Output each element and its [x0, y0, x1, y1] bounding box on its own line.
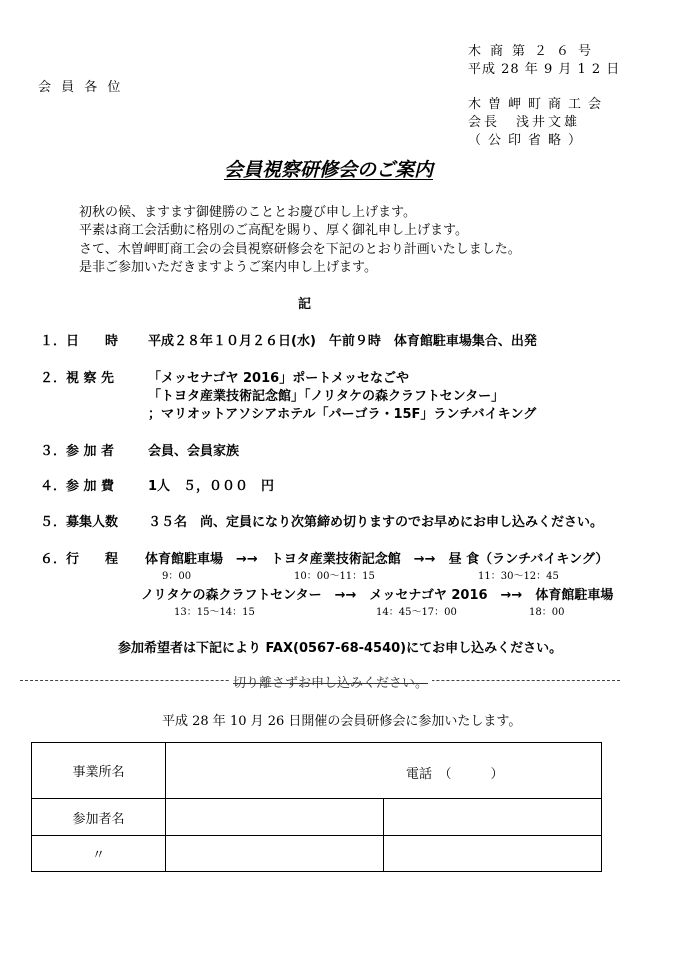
- item-date-value: 平成２８年１０月２６日(水) 午前９時 体育館駐車場集合、出発: [148, 334, 537, 349]
- itinerary-time: 18：00: [529, 607, 565, 618]
- item-destination-line: 「メッセナゴヤ 2016」ポートメッセなごや: [148, 371, 410, 386]
- ditto-mark: 〃: [32, 836, 166, 872]
- item-destination-line: ；マリオットアソシアホテル「パーゴラ・15F」ランチバイキング: [148, 407, 537, 422]
- item-itinerary-label: ６．行 程: [40, 552, 119, 567]
- participant-name-label: 参加者名: [32, 799, 166, 836]
- participant-name-field[interactable]: [384, 799, 602, 836]
- participant-name-field[interactable]: [166, 836, 384, 872]
- participant-name-field[interactable]: [384, 836, 602, 872]
- cut-note: [229, 672, 432, 691]
- sender-organization: 木曽岬町商工会: [468, 97, 609, 112]
- itinerary-time: 10：00～11：15: [294, 571, 375, 582]
- application-form: [31, 742, 602, 872]
- form-intro: 平成 28 年 10 月 26 日開催の会員研修会に参加いたします。: [162, 714, 522, 729]
- intro-line: 是非ご参加いただきますようご案内申し上げます。: [79, 260, 377, 275]
- item-fee-label: ４．参 加 費: [40, 479, 115, 494]
- seal-note: （公印省略）: [468, 133, 589, 148]
- item-destination-line: 「トヨタ産業技術記念館」「ノリタケの森クラフトセンター」: [148, 389, 505, 404]
- document-number: 木商第２６号: [468, 44, 601, 59]
- item-destination-label: ２．視 察 先: [40, 371, 115, 386]
- itinerary-time: 14：45～17：00: [376, 607, 457, 618]
- page-title: 会員視察研修会のご案内: [224, 159, 434, 181]
- item-date-label: １．日 時: [40, 334, 119, 349]
- itinerary-row: 体育館駐車場 →→ トヨタ産業技術記念館 →→ 昼 食（ランチバイキング）: [145, 552, 609, 567]
- item-participants-value: 会員、会員家族: [148, 444, 240, 459]
- document-date: 平成 28 年 9 月 1 2 日: [468, 62, 621, 77]
- phone-label: 電話 （ ）: [406, 767, 504, 782]
- intro-line: 初秋の候、ますます御健勝のこととお慶び申し上げます。: [79, 205, 416, 220]
- recipient: 会 員 各 位: [38, 80, 124, 95]
- ki-heading: 記: [298, 297, 312, 312]
- intro-line: さて、木曽岬町商工会の会員視察研修会を下記のとおり計画いたしました。: [79, 242, 521, 257]
- item-fee-value: 1人 ５，０００ 円: [148, 479, 275, 494]
- sender-name: 会長 浅井文雄: [468, 115, 581, 130]
- itinerary-time: 11：30～12：45: [478, 571, 559, 582]
- fax-note: 参加希望者は下記により FAX(0567-68-4540)にてお申し込みください。: [118, 641, 563, 656]
- item-capacity-label: ５．募集人数: [40, 515, 119, 530]
- itinerary-time: 9：00: [162, 571, 192, 582]
- business-name-label: 事業所名: [32, 743, 166, 799]
- item-capacity-value: ３５名 尚、定員になり次第締め切りますのでお早めにお申し込みください。: [148, 515, 604, 530]
- business-name-field[interactable]: [166, 743, 602, 799]
- participant-name-field[interactable]: [166, 799, 384, 836]
- intro-line: 平素は商工会活動に格別のご高配を賜り、厚く御礼申し上げます。: [79, 223, 468, 238]
- cut-note-text: 切り離さずお申し込みください。: [229, 676, 432, 691]
- itinerary-time: 13：15～14：15: [174, 607, 255, 618]
- item-participants-label: ３．参 加 者: [40, 444, 115, 459]
- itinerary-row: ノリタケの森クラフトセンター →→ メッセナゴヤ 2016 →→ 体育館駐車場: [141, 588, 614, 603]
